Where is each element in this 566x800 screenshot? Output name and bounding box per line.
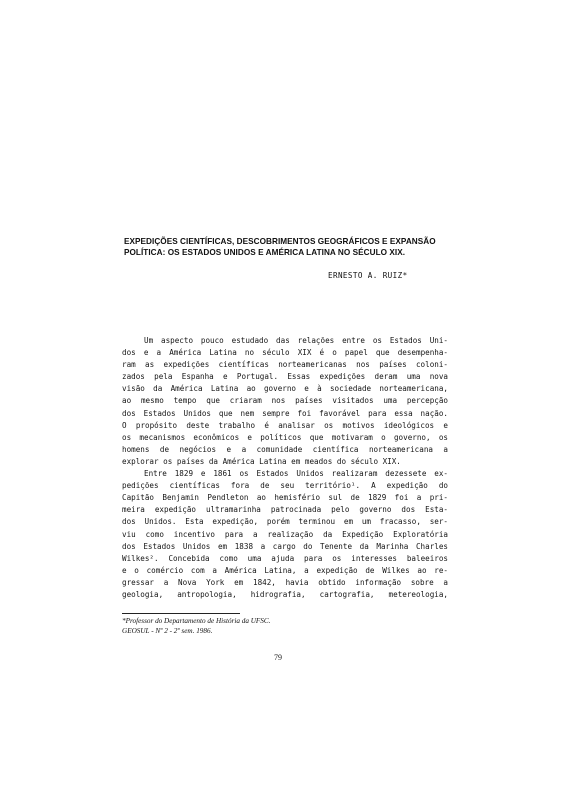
abstract-line: dos Estados Unidos que nem sempre foi favorável para essa nação.	[122, 408, 448, 418]
abstract-line: zados pela Espanha e Portugal. Essas expedições deram uma nova	[122, 372, 448, 382]
paragraph-line: Entre 1829 e 1861 os Estados Unidos realizaram dezessete ex-	[144, 469, 448, 479]
title-line-2: POLÍTICA: OS ESTADOS UNIDOS E AMÉRICA LATINA NO SÉCULO XIX.	[124, 248, 406, 257]
footnotes	[122, 616, 270, 636]
abstract-line: dos e a América Latina no século XIX é o papel que desempenha-	[122, 348, 448, 358]
paragraph-line: geologia, antropologia, hidrografia, cartografia, metereologia,	[122, 589, 448, 599]
paragraph-line: Capitão Benjamin Pendleton ao hemisfério sul de 1829 foi a pri-	[122, 493, 448, 503]
paragraph-line: e o comércio com a América Latina, a expedição de Wilkes ao re-	[122, 565, 448, 575]
abstract-line: O propósito deste trabalho é analisar os motivos ideológicos e	[122, 420, 448, 430]
article-body	[122, 335, 448, 601]
footnote-divider	[122, 613, 240, 614]
paragraph-line: dos Unidos. Esta expedição, porém terminou em um fracasso, ser-	[122, 517, 448, 527]
paragraph-line: meira expedição ultramarinha patrocinada pelo governo dos Esta-	[122, 505, 448, 515]
page-number: 79	[274, 653, 282, 662]
author-name: ERNESTO A. RUIZ*	[328, 271, 408, 280]
footnote-author-affiliation: *Professor do Departamento de História da UFSC.	[122, 617, 271, 625]
abstract-line: Um aspecto pouco estudado das relações entre os Estados Uni-	[144, 336, 448, 345]
paragraph-line: gressar a Nova York em 1842, havia obtido informação sobre a	[122, 577, 448, 587]
abstract-line: ram as expedições científicas norteamericanas nos países coloni-	[122, 360, 448, 370]
abstract-line: visão da América Latina ao governo e à sociedade norteamericana,	[122, 384, 448, 394]
paragraph-line: Wilkes². Concebida como uma ajuda para os interesses baleeiros	[122, 553, 448, 563]
abstract-line: os mecanismos econômicos e políticos que motivaram o governo, os	[122, 432, 448, 442]
abstract-line: homens de negócios e a comunidade científica norteamericana a	[122, 444, 448, 454]
footnote-journal-citation: GEOSUL - Nº 2 - 2º sem. 1986.	[122, 627, 213, 635]
paragraph-line: dos Estados Unidos em 1838 a cargo do Tenente da Marinha Charles	[122, 541, 448, 551]
abstract-line: ao mesmo tempo que criaram nos países visitados uma percepção	[122, 396, 448, 406]
paragraph-line: pedições científicas fora de seu território¹. A expedição do	[122, 481, 448, 491]
abstract-line: explorar os países da América Latina em meados do século XIX.	[122, 456, 401, 466]
title-line-1: EXPEDIÇÕES CIENTÍFICAS, DESCOBRIMENTOS GEOGRÁFICOS E EXPANSÃO	[124, 237, 436, 246]
article-title	[124, 236, 454, 258]
paragraph-line: viu como incentivo para a realização da Expedição Exploratória	[122, 529, 448, 539]
